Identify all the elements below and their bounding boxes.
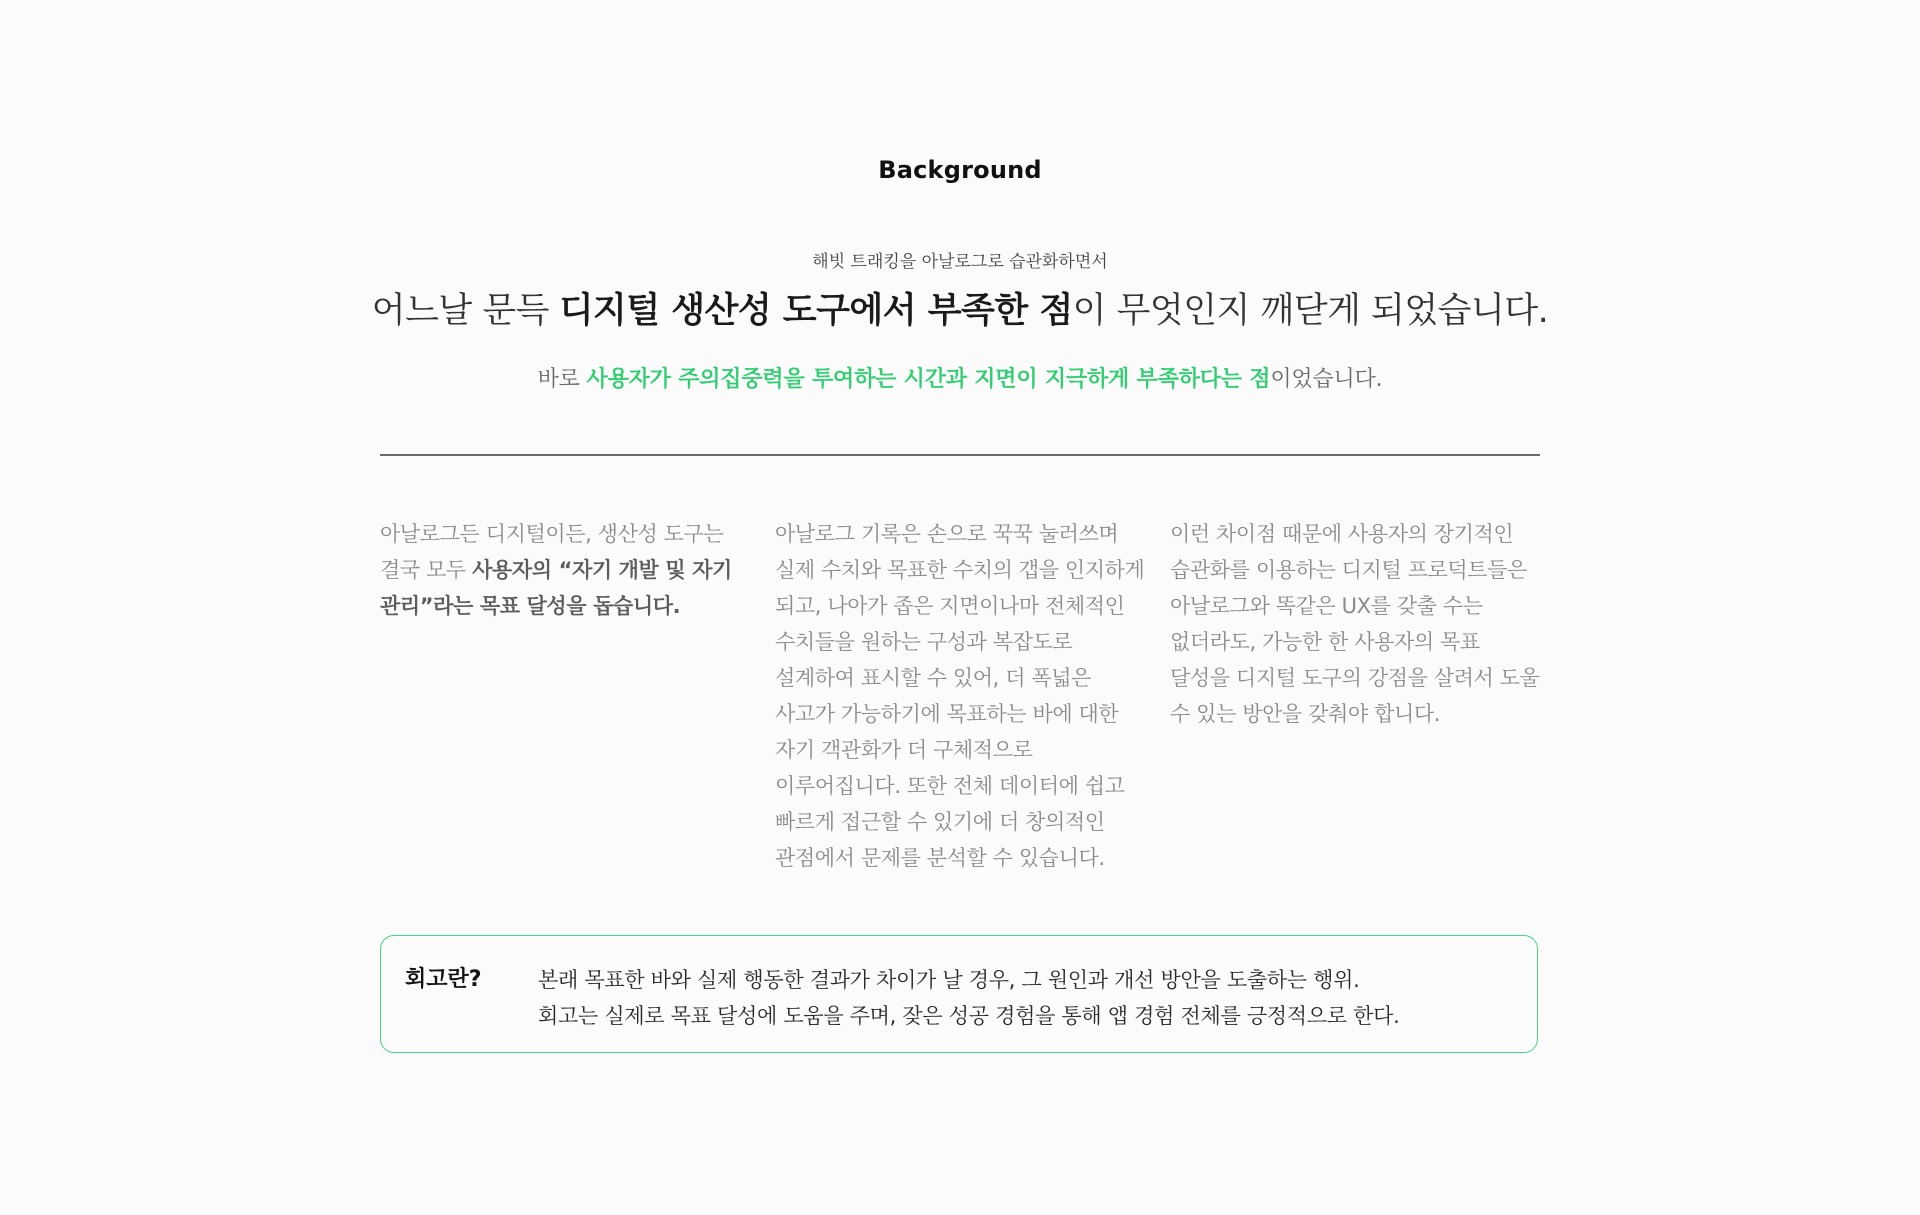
column-3-paragraph: 이런 차이점 때문에 사용자의 장기적인 습관화를 이용하는 디지털 프로덕트들은 아날로그와 똑같은 UX를 갖출 수는 없더라도, 가능한 한 사용자의 목표 달성을 디지털 도구의 강점을 살려서 도울 수 있는 방안을 갖춰야 합니다. [1170, 522, 1540, 726]
callout-line-1: 본래 목표한 바와 실제 행동한 결과가 차이가 날 경우, 그 원인과 개선 방안을 도출하는 행위. [538, 968, 1360, 992]
subline-pre: 바로 [537, 367, 587, 392]
callout-body [538, 962, 1518, 1034]
retrospective-callout [380, 935, 1538, 1053]
column-1-text: 아날로그든 디지털이든, 생산성 도구는 결국 모두 [380, 522, 724, 582]
subline-post: 이었습니다. [1270, 367, 1383, 392]
intro-headline [0, 283, 1920, 333]
section-divider [380, 454, 1540, 456]
column-1-paragraph [380, 516, 750, 624]
column-2-paragraph: 아날로그 기록은 손으로 꾹꾹 눌러쓰며 실제 수치와 목표한 수치의 갭을 인지하게 되고, 나아가 좁은 지면이나마 전체적인 수치들을 원하는 구성과 복잡도로 설계하여 표시할 수 있어, 더 폭넓은 사고가 가능하기에 목표하는 바에 대한 자기 객관화가 더 구체적으로 이루어집니다. 또한 전체 데이터에 쉽고 빠르게 접근할 수 있기에 더 창의적인 관점에서 문제를 분석할 수 있습니다. [775, 522, 1145, 870]
section-title: Background [878, 156, 1042, 184]
subline-accent: 사용자가 주의집중력을 투여하는 시간과 지면이 지극하게 부족하다는 점 [586, 367, 1271, 392]
callout-label: 회고란? [405, 967, 482, 992]
intro-eyebrow: 해빗 트래킹을 아날로그로 습관화하면서 [812, 252, 1108, 272]
headline-pre: 어느날 문득 [371, 291, 560, 331]
column-1-bold: 사용자의 “자기 개발 및 자기 관리”라는 목표 달성을 돕습니다. [380, 558, 732, 618]
headline-bold: 디지털 생산성 도구에서 부족한 점 [559, 291, 1073, 331]
intro-subline [0, 362, 1920, 393]
callout-line-2: 회고는 실제로 목표 달성에 도움을 주며, 잦은 성공 경험을 통해 앱 경험 전체를 긍정적으로 한다. [538, 1004, 1400, 1028]
headline-post: 이 무엇인지 깨닫게 되었습니다. [1072, 291, 1549, 331]
